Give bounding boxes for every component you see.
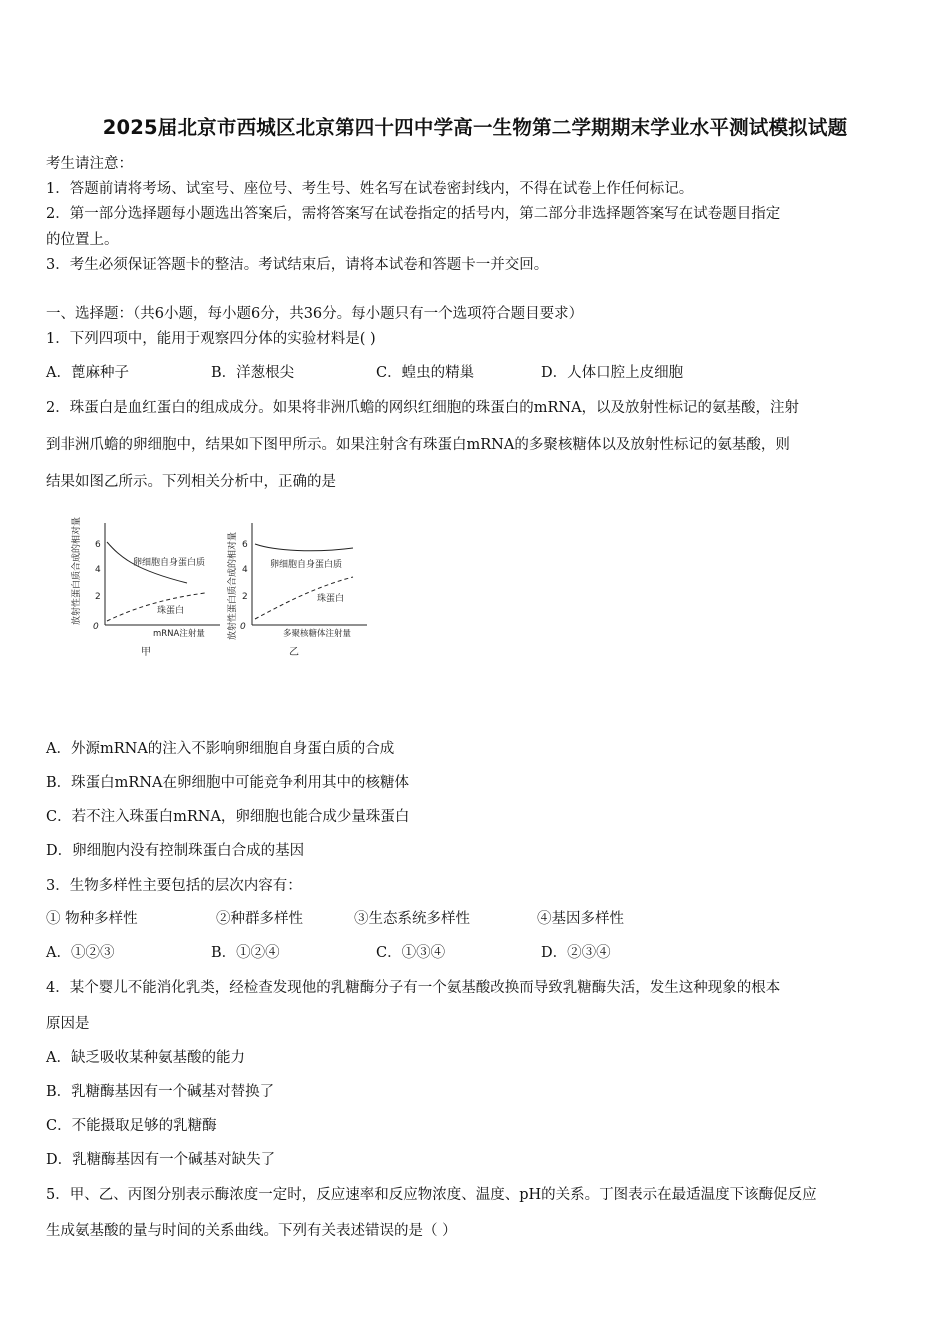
notice-item: 2．第一部分选择题每小题选出答案后，需将答案写在试卷指定的括号内，第二部分非选择题答案写在试卷题目指定 [46,206,781,222]
question-5-stem: 5．甲、乙、丙图分别表示酶浓度一定时，反应速率和反应物浓度、温度、pH的关系。丁图表示在最适温度下该酶促反应 [46,1187,817,1203]
q3-item: ④基因多样性 [537,911,624,927]
tick-label: 0 [240,622,246,632]
tick-label: 6 [242,540,248,550]
notice-item: 3．考生必须保证答题卡的整洁。考试结束后，请将本试卷和答题卡一并交回。 [46,257,549,273]
q3-option-a: A．①②③ [46,945,115,961]
question-4-stem: 原因是 [46,1016,90,1032]
q3-item: ③生态系统多样性 [354,911,470,927]
curve-egg-protein [255,544,353,551]
section-heading: 一、选择题：（共6小题，每小题6分，共36分。每小题只有一个选项符合题目要求） [46,306,584,322]
curve-label-egg-protein: 卵细胞自身蛋白质 [133,558,206,568]
q3-option-c: C．①③④ [376,945,446,961]
x-axis-label: mRNA注射量 [153,629,205,639]
question-2-stem: 2．珠蛋白是血红蛋白的组成成分。如果将非洲爪蟾的网织红细胞的珠蛋白的mRNA，以及放射性标记的氨基酸，注射 [46,400,800,416]
chart-caption-yi: 乙 [289,647,299,658]
q1-option-c: C．蝗虫的精巢 [376,365,475,381]
curve-label-egg-protein: 卵细胞自身蛋白质 [270,560,343,570]
question-3-stem: 3．生物多样性主要包括的层次内容有： [46,878,302,894]
q2-option-c: C．若不注入珠蛋白mRNA，卵细胞也能合成少量珠蛋白 [46,809,410,825]
tick-label: 0 [93,622,99,632]
curve-label-globin: 珠蛋白 [157,606,185,616]
chart-jia [70,517,220,658]
notice-item: 的位置上。 [46,232,119,248]
y-axis-label: 放射性蛋白质合成的相对量 [228,531,238,640]
q3-option-b: B．①②④ [211,945,280,961]
q3-option-d: D．②③④ [541,945,611,961]
q3-item: ②种群多样性 [216,911,303,927]
curve-label-globin: 珠蛋白 [317,594,345,604]
notice-heading: 考生请注意： [46,156,133,172]
q4-option-a: A．缺乏吸收某种氨基酸的能力 [46,1050,245,1066]
tick-label: 2 [242,592,248,602]
q2-option-a: A．外源mRNA的注入不影响卵细胞自身蛋白质的合成 [46,741,395,757]
x-axis-label: 多聚核糖体注射量 [283,629,352,639]
question-4-stem: 4．某个婴儿不能消化乳类，经检查发现他的乳糖酶分子有一个氨基酸改换而导致乳糖酶失活，发生这种现象的根本 [46,980,781,996]
question-2-stem: 到非洲爪蟾的卵细胞中，结果如下图甲所示。如果注射含有珠蛋白mRNA的多聚核糖体以及放射性标记的氨基酸，则 [46,437,790,453]
q2-option-b: B．珠蛋白mRNA在卵细胞中可能竞争利用其中的核糖体 [46,775,409,791]
curve-globin [107,593,205,621]
q3-item: ① 物种多样性 [46,911,138,927]
q1-option-a: A．蓖麻种子 [46,365,129,381]
q4-option-c: C．不能摄取足够的乳糖酶 [46,1118,217,1134]
q4-option-d: D．乳糖酶基因有一个碱基对缺失了 [46,1152,276,1168]
y-axis-label: 放射性蛋白质合成的相对量 [72,516,82,625]
tick-label: 6 [95,540,101,550]
q2-option-d: D．卵细胞内没有控制珠蛋白合成的基因 [46,843,305,859]
tick-label: 2 [95,592,101,602]
question-5-stem: 生成氨基酸的量与时间的关系曲线。下列有关表述错误的是（ ） [46,1223,457,1239]
q4-option-b: B．乳糖酶基因有一个碱基对替换了 [46,1084,275,1100]
chart-yi [226,523,367,658]
tick-label: 4 [242,565,248,575]
notice-item: 1．答题前请将考场、试室号、座位号、考生号、姓名写在试卷密封线内，不得在试卷上作任何标记。 [46,181,694,197]
question-1-stem: 1．下列四项中，能用于观察四分体的实验材料是( ) [46,331,376,347]
q1-option-b: B．洋葱根尖 [211,365,295,381]
question-2-stem: 结果如图乙所示。下列相关分析中，正确的是 [46,474,336,490]
chart-caption-jia: 甲 [141,647,151,658]
page-title: 2025届北京市西城区北京第四十四中学高一生物第二学期期末学业水平测试模拟试题 [102,116,848,139]
tick-label: 4 [95,565,101,575]
q2-figure [72,515,375,665]
q1-option-d: D．人体口腔上皮细胞 [541,365,684,381]
